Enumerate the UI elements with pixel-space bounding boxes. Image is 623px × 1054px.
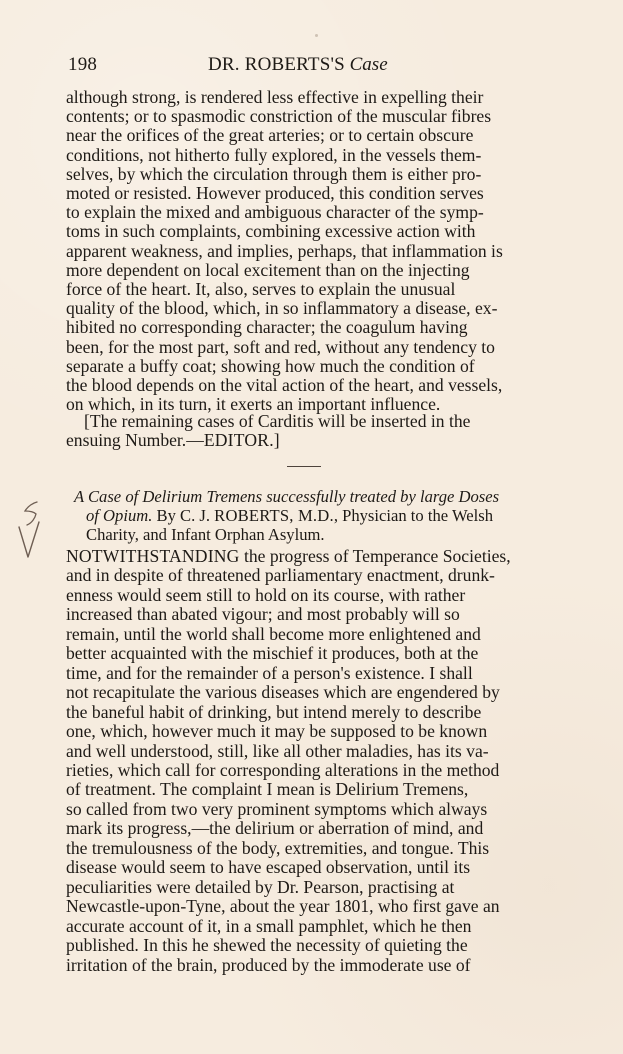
article-line: and well understood, still, like all other maladies, has its va-	[66, 741, 489, 761]
author-description: , Physician to the Welsh	[333, 506, 494, 525]
article-line: Newcastle-upon-Tyne, about the year 1801, who first gave an	[66, 897, 500, 917]
intro-line: quality of the blood, which, in so inflammatory a disease, ex-	[66, 299, 498, 319]
article-line: the baneful habit of drinking, but intend merely to describe	[66, 702, 482, 722]
intro-line: been, for the most part, soft and red, without any tendency to	[66, 337, 495, 357]
article-line: irritation of the brain, produced by the immoderate use of	[66, 955, 471, 975]
page-header	[68, 54, 558, 78]
article-line: so called from two very prominent symptoms which always	[66, 799, 488, 819]
editor-note-line-2	[66, 431, 556, 450]
editor-note	[66, 412, 556, 450]
intro-line: although strong, is rendered less effective in expelling their	[66, 88, 484, 107]
article-title-continuation: of Opium.	[86, 506, 153, 525]
article-line: better acquainted with the mischief it produces, both at the	[66, 644, 479, 664]
intro-line: hibited no corresponding character; the coagulum having	[66, 318, 468, 338]
article-first-line	[66, 547, 556, 566]
intro-line: separate a buffy coat; showing how much the condition of	[66, 356, 475, 376]
author-by: By C. J.	[156, 506, 215, 525]
editor-signature: EDITOR.	[203, 431, 274, 451]
intro-line: toms in such complaints, combining excessive action with	[66, 222, 476, 242]
intro-line: to explain the mixed and ambiguous character of the symp-	[66, 203, 484, 223]
opening-small-caps: NOTWITHSTANDING	[66, 547, 240, 566]
intro-line: near the orifices of the great arteries; or to certain obscure	[66, 126, 474, 146]
article-line: not recapitulate the various diseases which are engendered by	[66, 683, 500, 703]
paper-speck	[315, 34, 318, 37]
page-number: 198	[68, 54, 98, 75]
intro-line: on which, in its turn, it exerts an important influence.	[66, 395, 441, 415]
article-line: the tremulousness of the body, extremities, and tongue. This	[66, 838, 490, 858]
article-line: one, which, however much it may be supposed to be known	[66, 722, 488, 742]
article-line: accurate account of it, in a small pamphlet, which he then	[66, 916, 472, 936]
running-head-author: DR. ROBERTS'S	[208, 54, 345, 75]
editor-note-suffix: ]	[273, 431, 280, 451]
intro-line: conditions, not hitherto fully explored, in the vessels them-	[66, 145, 482, 165]
article-line: and in despite of threatened parliamentary enactment, drunk-	[66, 566, 495, 586]
article-body	[66, 547, 556, 975]
article-line: peculiarities were detailed by Dr. Pearson, practising at	[66, 877, 455, 897]
intro-line: more dependent on local excitement than on the injecting	[66, 260, 470, 280]
article-line: rieties, which call for corresponding alterations in the method	[66, 760, 500, 780]
running-head-case: Case	[349, 54, 388, 75]
article-line: enness would seem still to hold on its course, with rather	[66, 585, 466, 605]
article-line: increased than abated vigour; and most probably will so	[66, 605, 460, 625]
article-line: remain, until the world shall become more enlightened and	[66, 624, 481, 644]
article-line: time, and for the remainder of a person's existence. I shall	[66, 663, 473, 683]
author-affiliation: Charity, and Infant Orphan Asylum.	[86, 525, 325, 544]
pencil-margin-mark	[16, 497, 44, 567]
article-title-line-1: A Case of Delirium Tremens successfully treated by large Doses	[74, 487, 500, 506]
intro-line: apparent weakness, and implies, perhaps, that inflammation is	[66, 241, 503, 261]
article-line: mark its progress,—the delirium or aberration of mind, and	[66, 819, 484, 839]
editor-note-line-1: [The remaining cases of Carditis will be inserted in the	[84, 412, 471, 431]
editor-note-prefix: ensuing Number.—	[66, 431, 204, 451]
article-title-line-2	[66, 506, 558, 525]
article-line: disease would seem to have escaped observation, until its	[66, 858, 471, 878]
running-head	[208, 54, 458, 76]
article-heading	[66, 487, 558, 544]
intro-line: contents; or to spasmodic constriction of the muscular fibres	[66, 107, 492, 127]
intro-paragraph	[66, 88, 556, 414]
article-line: published. In this he shewed the necessity of quieting the	[66, 936, 468, 956]
article-line: of treatment. The complaint I mean is Delirium Tremens,	[66, 780, 469, 800]
intro-line: moted or resisted. However produced, this condition serves	[66, 184, 484, 204]
intro-line: the blood depends on the vital action of the heart, and vessels,	[66, 376, 503, 396]
intro-line: selves, by which the circulation through them is either pro-	[66, 164, 482, 184]
opening-line-rest: the progress of Temperance Societies,	[239, 547, 511, 566]
author-name: ROBERTS	[214, 506, 290, 525]
section-divider	[287, 466, 321, 467]
author-degree: , M.D.	[289, 506, 334, 525]
intro-line: force of the heart. It, also, serves to explain the unusual	[66, 280, 456, 300]
